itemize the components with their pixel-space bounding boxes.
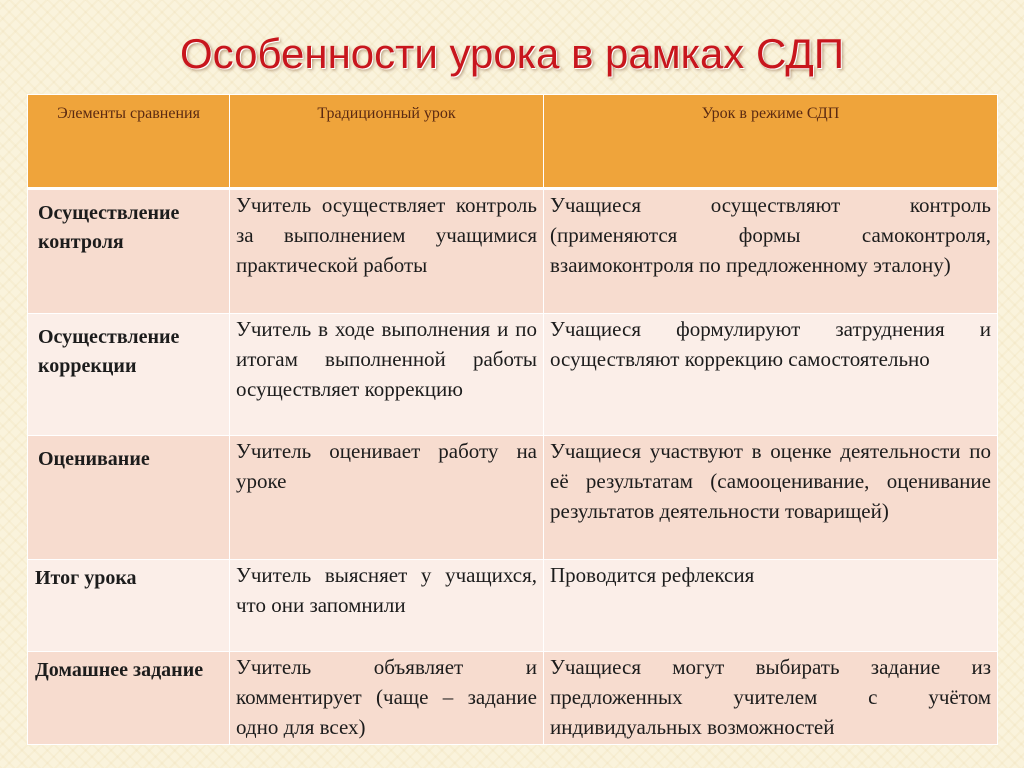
- row-criterion: Итог урока: [28, 560, 230, 652]
- table-row: [28, 652, 998, 745]
- row-traditional: Учитель выясняет у учащихся, что они запомнили: [230, 560, 544, 652]
- row-traditional: Учитель в ходе выполнения и по итогам выполненной работы осуществляет коррекцию: [230, 314, 544, 436]
- row-criterion: Домашнее задание: [28, 652, 230, 745]
- table-row: [28, 189, 998, 314]
- table-row: [28, 560, 998, 652]
- row-criterion: Осуществление контроля: [28, 189, 230, 314]
- comparison-table: [27, 94, 998, 745]
- table-row: [28, 314, 998, 436]
- row-sdp: Проводится рефлексия: [544, 560, 998, 652]
- table-header-row: [28, 95, 998, 189]
- row-sdp: Учащиеся осуществляют контроль (применяются формы самоконтроля, взаимоконтроля по предложенному эталону): [544, 189, 998, 314]
- row-criterion: Оценивание: [28, 436, 230, 560]
- table-row: [28, 436, 998, 560]
- row-traditional: Учитель объявляет и комментирует (чаще – задание одно для всех): [230, 652, 544, 745]
- row-criterion: Осуществление коррекции: [28, 314, 230, 436]
- slide-title: Особенности урока в рамках СДП: [179, 30, 845, 77]
- row-traditional: Учитель осуществляет контроль за выполнением учащимися практической работы: [230, 189, 544, 314]
- row-sdp: Учащиеся формулируют затруднения и осуществляют коррекцию самостоятельно: [544, 314, 998, 436]
- header-sdp-lesson: Урок в режиме СДП: [544, 95, 998, 189]
- header-elements-of-comparison: Элементы сравнения: [28, 95, 230, 189]
- row-sdp: Учащиеся могут выбирать задание из предложенных учителем с учётом индивидуальных возможностей: [544, 652, 998, 745]
- row-traditional: Учитель оценивает работу на уроке: [230, 436, 544, 560]
- header-traditional-lesson: Традиционный урок: [230, 95, 544, 189]
- row-sdp: Учащиеся участвуют в оценке деятельности по её результатам (самооценивание, оценивание результатов деятельности товарищей): [544, 436, 998, 560]
